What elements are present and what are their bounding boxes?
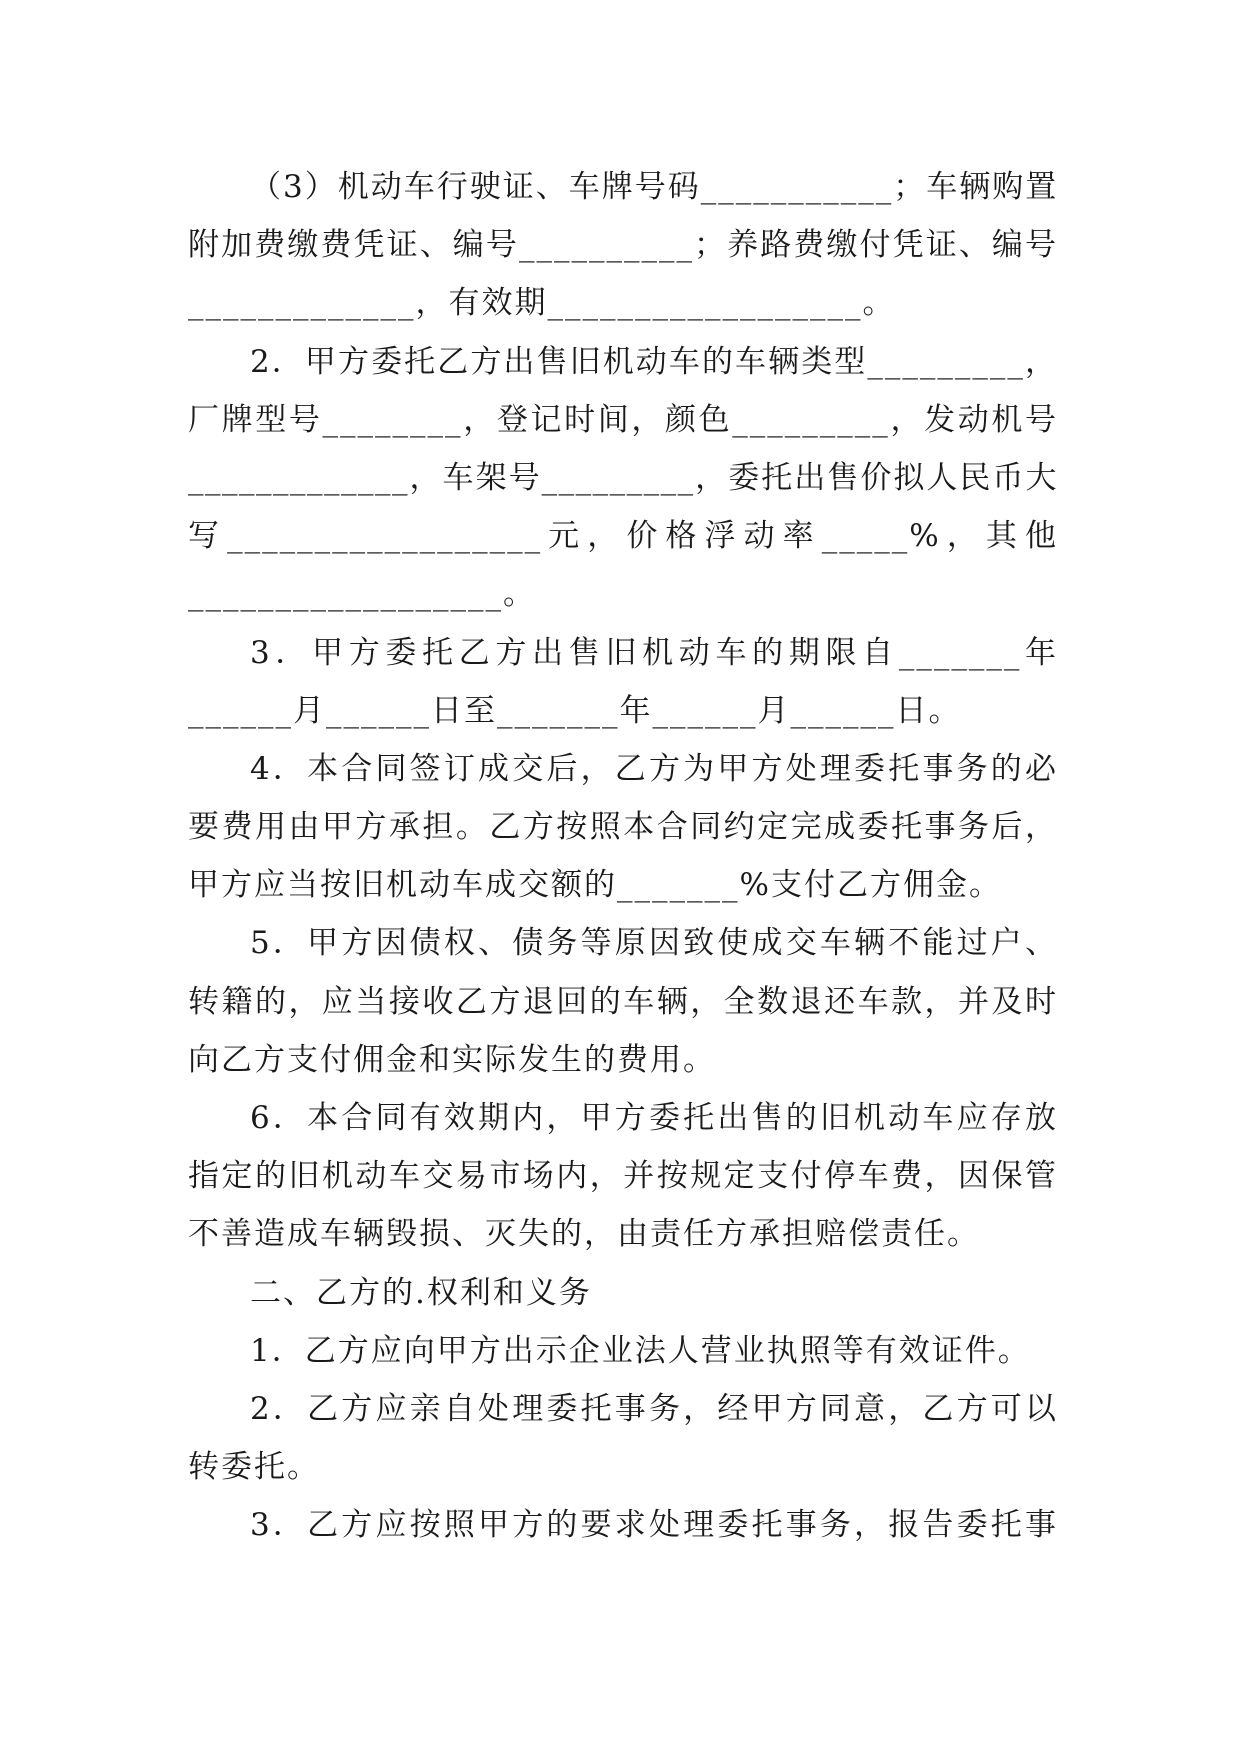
text-line: 2．乙方应亲自处理委托事务，经甲方同意，乙方可以 — [250, 1390, 1058, 1427]
text-line: 甲方应当按旧机动车成交额的_______%支付乙方佣金。 — [188, 867, 1002, 904]
contract-body — [188, 158, 1058, 1555]
text-line: 不善造成车辆毁损、灭失的，由责任方承担赔偿责任。 — [188, 1216, 980, 1253]
text-line: ______月______日至_______年______月______日。 — [188, 692, 962, 729]
text-line: 5．甲方因债权、债务等原因致使成交车辆不能过户、 — [250, 925, 1058, 962]
text-line: 3．乙方应按照甲方的要求处理委托事务，报告委托事 — [250, 1507, 1058, 1544]
text-line: _____________，车架号_________，委托出售价拟人民币大 — [188, 459, 1058, 496]
text-line: 转委托。 — [188, 1449, 320, 1486]
text-line: 写__________________元，价格浮动率_____%，其他 — [188, 518, 1058, 555]
text-line: 1．乙方应向甲方出示企业法人营业执照等有效证件。 — [250, 1332, 1031, 1369]
text-line: 2．甲方委托乙方出售旧机动车的车辆类型_________， — [250, 343, 1058, 380]
text-line: 6．本合同有效期内，甲方委托出售的旧机动车应存放 — [250, 1100, 1058, 1136]
text-line: 向乙方支付佣金和实际发生的费用。 — [188, 1041, 716, 1078]
text-line: （3）机动车行驶证、车牌号码___________；车辆购置 — [250, 169, 1059, 205]
text-line: 厂牌型号________，登记时间，颜色_________，发动机号 — [188, 401, 1058, 438]
text-line: _____________，有效期__________________。 — [188, 285, 896, 322]
text-line: 附加费缴费凭证、编号__________；养路费缴付凭证、编号 — [188, 227, 1058, 264]
text-line: 转籍的，应当接收乙方退回的车辆，全数退还车款，并及时 — [188, 983, 1058, 1020]
text-line: 要费用由甲方承担。乙方按照本合同约定完成委托事务后， — [188, 809, 1058, 846]
text-line: 指定的旧机动车交易市场内，并按规定支付停车费，因保管 — [188, 1158, 1058, 1195]
text-line: __________________。 — [188, 576, 536, 613]
text-line: 3．甲方委托乙方出售旧机动车的期限自_______年 — [250, 634, 1058, 671]
section-heading: 二、乙方的.权利和义务 — [250, 1274, 592, 1311]
text-line: 4．本合同签订成交后，乙方为甲方处理委托事务的必 — [250, 750, 1058, 787]
